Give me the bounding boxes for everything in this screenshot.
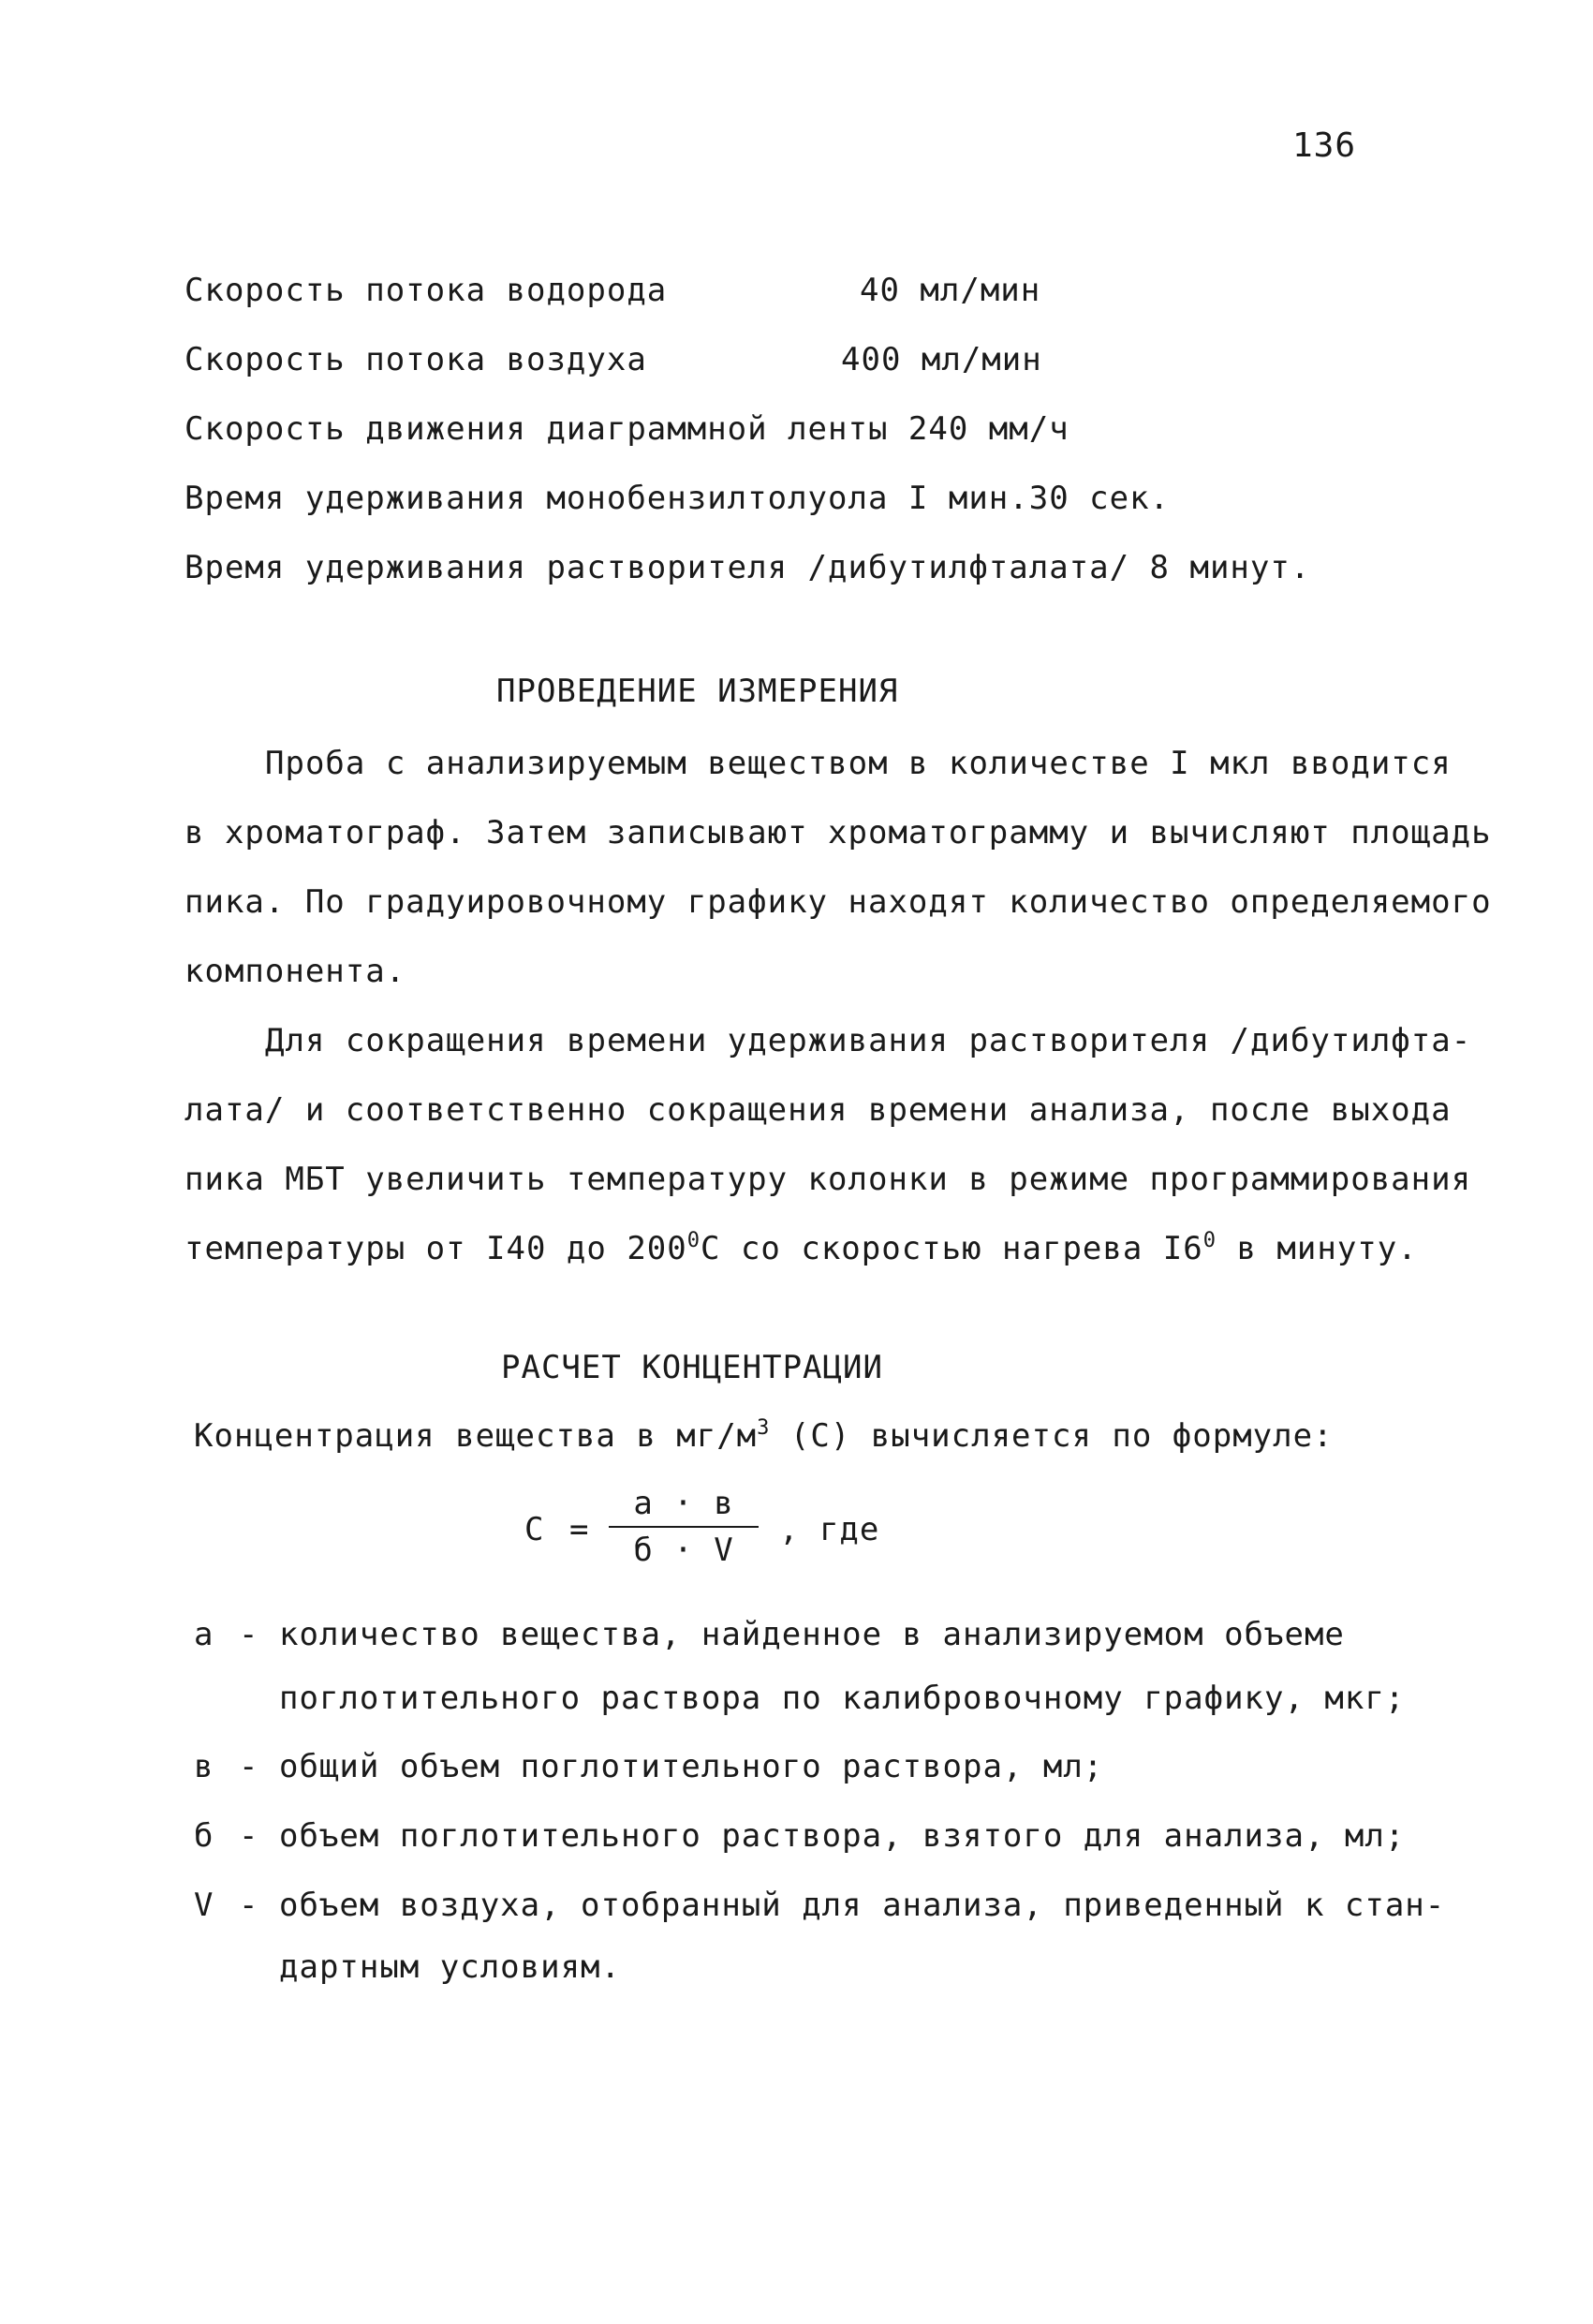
page-number: 136 <box>1292 126 1357 165</box>
paragraph-line: в хроматограф. Затем записывают хроматограмму и вычисляют площадь <box>184 814 1492 851</box>
definition-text: количество вещества, найденное в анализируемом объеме <box>279 1616 1345 1653</box>
formula-lhs: С <box>524 1511 545 1548</box>
temp-text-2: С со скоростью нагрева I6 <box>701 1230 1203 1267</box>
param-chart-speed: Скорость движения диаграммной ленты 240 мм/ч <box>184 410 1069 448</box>
definition-dash: - <box>239 1817 259 1855</box>
formula-where: , где <box>779 1511 880 1548</box>
definition-symbol: V <box>194 1887 214 1924</box>
param-retention-solvent: Время удерживания растворителя /дибутилфталата/ 8 минут. <box>184 549 1311 586</box>
concentration-formula <box>524 1485 899 1588</box>
param-hydrogen-value: 40 мл/мин <box>860 272 1041 309</box>
degree-superscript: 0 <box>686 1229 701 1252</box>
paragraph-line: Для сокращения времени удерживания растворителя /дибутилфта- <box>265 1022 1472 1059</box>
param-air-value: 400 мл/мин <box>841 341 1042 378</box>
section-title-measurement: ПРОВЕДЕНИЕ ИЗМЕРЕНИЯ <box>496 673 899 710</box>
param-air-label: Скорость потока воздуха <box>184 341 647 378</box>
param-hydrogen-label: Скорость потока водорода <box>184 272 668 309</box>
definition-symbol: в <box>194 1748 214 1785</box>
paragraph-line: компонента. <box>184 953 406 990</box>
formula-denominator: б · V <box>633 1532 734 1569</box>
formula-intro <box>194 1415 1334 1457</box>
definition-text: дартным условиям. <box>279 1948 621 1986</box>
definition-dash: - <box>239 1887 259 1924</box>
fraction-bar <box>609 1526 759 1528</box>
paragraph-line-temperature <box>184 1228 1418 1269</box>
formula-equals: = <box>569 1511 590 1548</box>
definition-symbol: б <box>194 1817 214 1855</box>
intro-text-2: (С) вычисляется по формуле: <box>770 1417 1334 1455</box>
temp-text-3: в минуту. <box>1217 1230 1418 1267</box>
intro-text-1: Концентрация вещества в мг/м <box>194 1417 758 1455</box>
paragraph-line: пика МБТ увеличить температуру колонки в режиме программирования <box>184 1161 1472 1198</box>
paragraph-line: пика. По градуировочному графику находят количество определяемого <box>184 883 1492 921</box>
definition-dash: - <box>239 1616 259 1653</box>
cube-superscript: 3 <box>757 1416 771 1440</box>
definition-dash: - <box>239 1748 259 1785</box>
formula-fraction <box>609 1485 759 1569</box>
temp-text-1: температуры от I40 до 200 <box>184 1230 687 1267</box>
definition-symbol: а <box>194 1616 214 1653</box>
formula-numerator: а · в <box>633 1485 734 1522</box>
definition-text: объем поглотительного раствора, взятого для анализа, мл; <box>279 1817 1406 1855</box>
paragraph-line: лата/ и соответственно сокращения времени анализа, после выхода <box>184 1091 1452 1129</box>
paragraph-line: Проба с анализируемым веществом в количестве I мкл вводится <box>265 745 1452 782</box>
definition-text: объем воздуха, отобранный для анализа, приведенный к стан- <box>279 1887 1446 1924</box>
param-retention-mbt: Время удерживания монобензилтолуола I мин.30 сек. <box>184 480 1171 517</box>
section-title-calculation: РАСЧЕТ КОНЦЕНТРАЦИИ <box>501 1349 883 1386</box>
degree-superscript: 0 <box>1202 1229 1217 1252</box>
definition-text: поглотительного раствора по калибровочному графику, мкг; <box>279 1680 1406 1717</box>
definition-text: общий объем поглотительного раствора, мл; <box>279 1748 1104 1785</box>
